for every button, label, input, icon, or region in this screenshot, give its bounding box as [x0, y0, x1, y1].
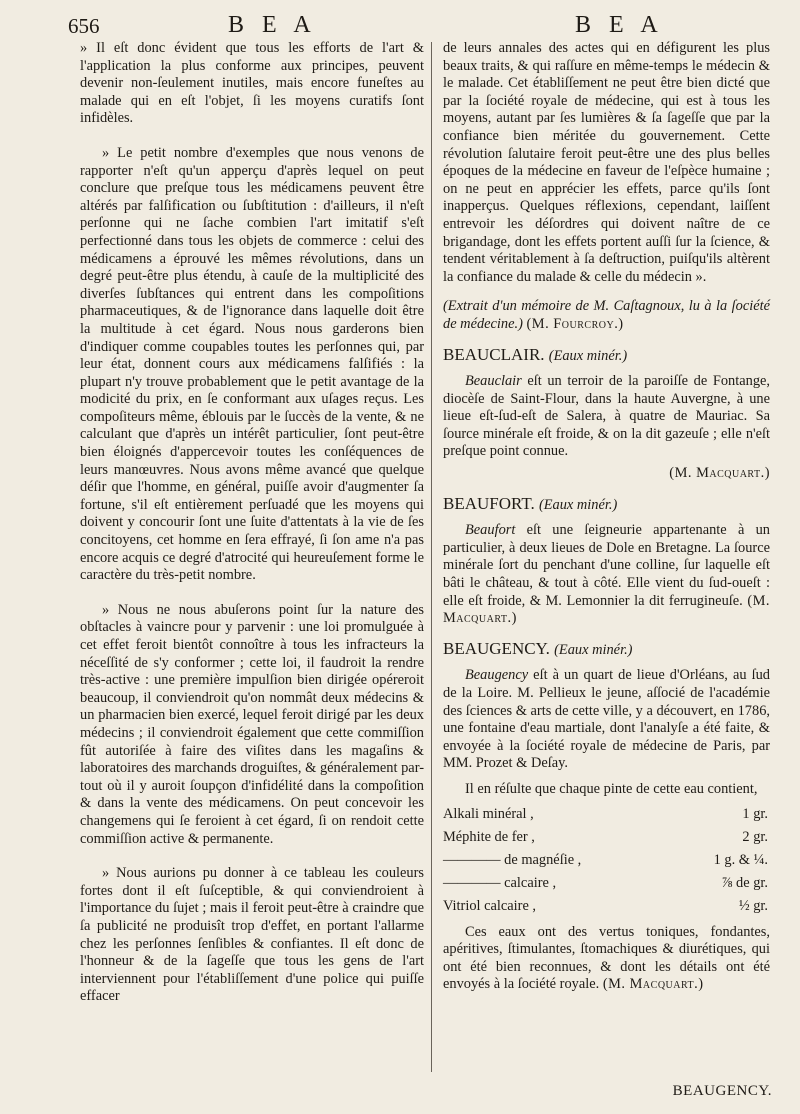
entry-text: eſt une ſeigneurie appartenante à un particulier, à deux lieues de Dole en Bretagne. La ſource minérale ſort du penchant d'une colline, ſur laquelle eſt bâti le château, & tout à côté. Elle vient du ſud-oueſt : elle eſt froide, & M. Lemonnier la dit ferrugineuſe. [443, 522, 770, 609]
composition-row [443, 849, 770, 872]
right-column [443, 40, 770, 998]
entry-note: (Eaux minér.) [548, 347, 628, 364]
composition-row [443, 826, 770, 849]
entry-term: Beaugency [465, 667, 529, 684]
running-head-left: B E A [228, 12, 317, 38]
entry-title: BEAUFORT. [443, 493, 535, 513]
entry-author: (M. Macquart.) [443, 592, 770, 627]
composition-row [443, 803, 770, 826]
composition-value: 2 gr. [742, 828, 768, 845]
composition-table [443, 803, 770, 918]
entry-body [443, 373, 770, 461]
entry-term: Beauclair [465, 373, 522, 390]
entry-body [443, 522, 770, 628]
composition-value: 1 gr. [742, 805, 768, 822]
closing-author: (M. Macquart.) [602, 976, 704, 993]
entry-text: eſt un terroir de la paroiſſe de Fontange, diocèſe de Saint-Flour, dans la haute Auvergne, à une lieue eſt-ſud-eſt de Salera, à quatre de Mauriac. Sa ſource minérale eſt froide, & on la dit gazeuſe ; elle n'eſt preſque point connue. [443, 373, 770, 460]
closing-paragraph [443, 924, 770, 994]
paragraph: » Le petit nombre d'exemples que nous venons de rapporter n'eſt qu'un apperçu d'après lequel on peut conclure que preſque tous les médicamens peuvent être altérés par falſification ou ſubſtitution : d'ailleurs, il n'eſt perſonne qui ne ſache combien l'art imitatif s'eſt perfectionné dans tous les objets de commerce : celui des médicamens a éprouvé les mêmes révolutions, dans un degré peut-être plus étendu, à cauſe de la multiplicité des diverſes ſubſtances qui entrent dans les compoſitions pharmaceutiques, & de l'ignorance dans laquelle doit être la multitude à cet égard. Nous nous garderons bien d'indiquer comme coupables toutes les perſonnes qui, par leur état, donnent cours aux médicamens falſifiés : la plupart n'y trouve probablement que le petit avantage de la modicité du prix, en ſe conformant aux uſages reçus. Les compoſiteurs même, éblouis par le ſuccès de la vente, & ne calculant que d'après un intérêt particulier, ſont peut-être bien éloignés d'appercevoir toutes les conſéquences de leurs manœuvres. Nous avons même avancé que quelque déſir que l'homme, en général, puiſſe avoir d'augmenter ſa fortune, s'il eſt entièrement perſuadé que les moyens qui doivent y concourir ſont une ſuite d'attentats à la vie de ſes concitoyens, cet homme en ſera effrayé, ſi ſon ame n'a pas encore acquis ce degré d'atrocité qui heureuſement forme le caractère du très-petit nombre. [80, 144, 424, 584]
composition-row [443, 895, 770, 918]
citation-author: (M. Fourcroy.) [526, 315, 624, 332]
paragraph: » Nous ne nous abuſerons point ſur la nature des obſtacles à vaincre pour y parvenir : une loi promulguée à cet effet feroit bientôt connoître à tous les infracteurs la néceſſité de s'y conformer ; cette loi, il faudroit la rendre très-active : une première impulſion bien dirigée opéreroit beaucoup, il conviendroit qu'on nommât deux médecins & un pharmacien bien exercé, lequel feroit dirigé par les deux médecins ; il conviendroit également que cette commiſſion fût autoriſée à faire des viſites dans les magaſins & laboratoires des marchands droguiſtes, & généralement par-tout où il y auroit ſoupçon d'infidélité dans la compoſition & dans la vente des médicamens. On peut concevoir les changemens qui ſe feroient à cet égard, ſi on rendoit cette commiſſion active & permanente. [80, 601, 424, 847]
entry-heading-beauclair [443, 346, 770, 366]
entry-heading-beaufort [443, 495, 770, 515]
citation-source: (Extrait d'un mémoire de M. Caſtagnoux, lu à la ſociété de médecine.) [443, 298, 770, 332]
entry-note: (Eaux minér.) [538, 496, 618, 513]
entry-term: Beaufort [465, 522, 516, 539]
running-head-right: B E A [575, 12, 664, 38]
composition-row [443, 872, 770, 895]
composition-name: ———— de magnéſie , [443, 851, 582, 868]
composition-name: Méphite de fer , [443, 828, 535, 845]
left-column [80, 40, 424, 1023]
continuation-paragraph: de leurs annales des actes qui en défigurent les plus beaux traits, & qui raſſure en même-temps le médecin & le malade. Cet établiſſement ne peut être bien dicté que par la ſociété royale de médecine, qui est à tous les moyens, autant par ſes lumières & ſa ſageſſe que par la confiance bien méritée du gouvernement. Cette révolution ſalutaire feroit peut-être une des plus belles époques de la médecine en faveur de l'eſpèce humaine ; on ne peut en apprécier les effets, parce qu'ils ſont inapperçus. Quelques réflexions, cependant, laiſſent entrevoir les déſordres qui doivent naître de ce brigandage, dont les effets portent auſſi ſur la ſcience, & tendent véritablement à ſa deſtruction, puiſqu'ils altèrent la confiance du malade & celle du médecin ». [443, 40, 770, 285]
entry-text: eſt à un quart de lieue d'Orléans, au ſud de la Loire. M. Pellieux le jeune, aſſocié de l'académie des ſciences & arts de cette ville, y a découvert, en 1786, une fontaine d'eau martiale, dont l'analyſe a été faite, & envoyée à la ſociété royale de médecine de Paris, par MM. Prozet & Deſay. [443, 667, 770, 772]
composition-name: ———— calcaire , [443, 874, 557, 891]
entry-note: (Eaux minér.) [554, 641, 633, 658]
citation [443, 298, 770, 333]
entry-title: BEAUGENCY. [443, 638, 550, 658]
entry-heading-beaugency [443, 640, 770, 660]
composition-name: Alkali minéral , [443, 805, 534, 822]
catchword: BEAUGENCY. [672, 1083, 772, 1099]
closing-text: Ces eaux ont des vertus toniques, fondantes, apéritives, ſtimulantes, ſtomachiques & diurétiques, qui ont été bien reconnues, & dont les détails ont été envoyés à la ſociété royale. [443, 923, 770, 993]
composition-intro: Il en réſulte que chaque pinte de cette eau contient, [465, 780, 758, 797]
page-number: 656 [68, 14, 100, 38]
composition-name: Vitriol calcaire , [443, 897, 537, 914]
composition-value: ½ gr. [738, 897, 768, 914]
entry-author: (M. Macquart.) [669, 465, 770, 482]
page-header [0, 6, 800, 42]
composition-value: ⅞ de gr. [721, 874, 768, 891]
paragraph: » Il eſt donc évident que tous les efforts de l'art & l'application la plus conforme aux principes, peuvent devenir non-ſeulement inutiles, mais encore funeſtes au malade qui en eſt l'objet, ſi les moyens curatifs ſont infidèles. [80, 40, 424, 127]
entry-body [443, 667, 770, 773]
entry-title: BEAUCLAIR. [443, 344, 545, 364]
column-divider [431, 42, 432, 1072]
composition-value: 1 g. & ¼. [713, 851, 768, 868]
paragraph: » Nous aurions pu donner à ce tableau les couleurs fortes dont il eſt ſuſceptible, & qui conviendroient à l'importance du ſujet ; mais il feroit peut-être à craindre que ſa publicité ne produisît trop d'effet, en portant l'allarme chez les perſonnes ſenſibles & confiantes. Il eſt donc de l'honneur & de la ſageſſe que tous les gens de l'art interviennent pour l'établiſſement d'une police qui puiſſe effacer [80, 865, 424, 1005]
